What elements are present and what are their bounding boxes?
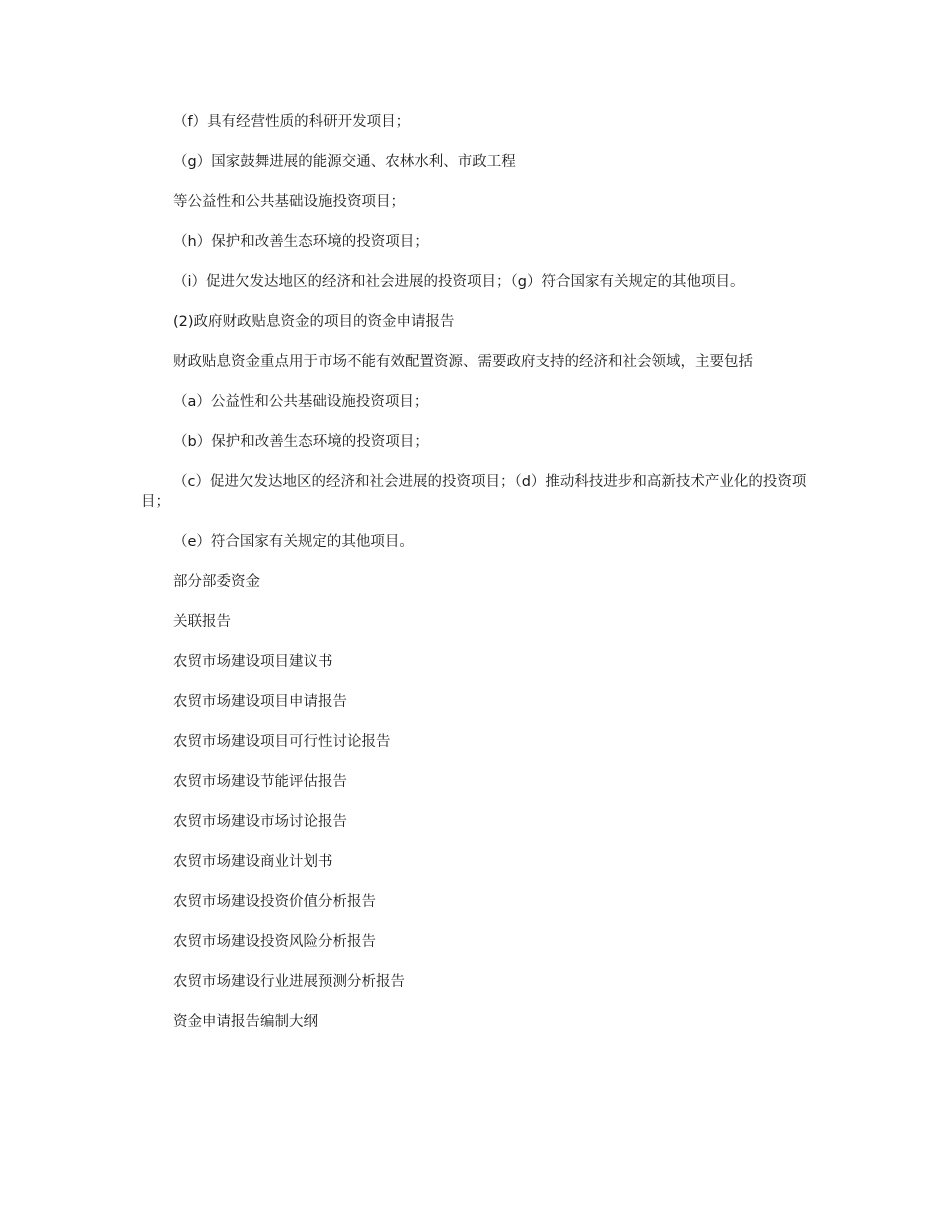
related-report-item: 农贸市场建设投资价值分析报告 (173, 894, 376, 910)
related-report-item: 资金申请报告编制大纲 (173, 1014, 318, 1030)
paragraph-item-g: （g）国家鼓舞进展的能源交通、农林水利、市政工程 (173, 154, 516, 170)
paragraph-item-b: （b）保护和改善生态环境的投资项目； (173, 434, 429, 450)
related-report-item: 农贸市场建设市场讨论报告 (173, 814, 347, 830)
paragraph-item-i: （i）促进欠发达地区的经济和社会进展的投资项目；（g）符合国家有关规定的其他项目。 (173, 274, 745, 290)
document-body (141, 112, 813, 1052)
related-report-item: 农贸市场建设项目申请报告 (173, 694, 347, 710)
paragraph-ministry-funds: 部分部委资金 (173, 574, 260, 590)
related-report-item: 农贸市场建设行业进展预测分析报告 (173, 974, 405, 990)
related-report-item: 农贸市场建设商业计划书 (173, 854, 333, 870)
heading-related-reports: 关联报告 (173, 614, 231, 630)
paragraph-item-a: （a）公益性和公共基础设施投资项目； (173, 394, 429, 410)
paragraph-public-infrastructure: 等公益性和公共基础设施投资项目； (173, 194, 405, 210)
section-heading-interest-subsidy: (2)政府财政贴息资金的项目的资金申请报告 (173, 314, 455, 330)
paragraph-interest-subsidy-intro: 财政贴息资金重点用于市场不能有效配置资源、需要政府支持的经济和社会领域，主要包括 (173, 354, 753, 370)
paragraph-item-h: （h）保护和改善生态环境的投资项目； (173, 234, 429, 250)
related-report-item: 农贸市场建设项目建议书 (173, 654, 333, 670)
paragraph-item-f: （f）具有经营性质的科研开发项目； (173, 114, 411, 130)
paragraph-item-e: （e）符合国家有关规定的其他项目。 (173, 534, 414, 550)
related-report-item: 农贸市场建设投资风险分析报告 (173, 934, 376, 950)
related-report-item: 农贸市场建设项目可行性讨论报告 (173, 734, 391, 750)
related-report-item: 农贸市场建设节能评估报告 (173, 774, 347, 790)
paragraph-item-c: （c）促进欠发达地区的经济和社会进展的投资项目；（d）推动科技进步和高新技术产业化的投资项目； (141, 474, 807, 510)
